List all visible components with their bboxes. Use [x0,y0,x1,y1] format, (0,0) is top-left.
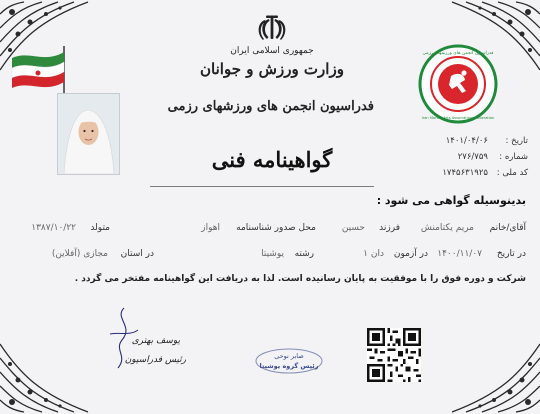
federation-logo-icon [418,44,498,124]
corner-ornament-bottom-right [450,339,540,414]
ministry-line: وزارت ورزش و جوانان [200,60,344,78]
closing-text: شرکت و دوره فوق را با موفقیت به پایان رسانیده است. لذا به دریافت این گواهینامه مفتخر می گردد . [74,274,526,284]
province-value: مجازی (آفلاین) [51,249,108,259]
iran-emblem-icon [255,15,289,43]
rank-value: دان ۱ [363,249,384,259]
logo-text-bottom: Iran Martial Arts Associations Federation [421,116,495,120]
left-signer-title: رئیس فدراسیون [124,355,186,365]
number-value: ۲۷۶/۷۵۹ [457,152,488,162]
center-signer-name: صابر نوحی [274,352,304,360]
logo-text-top: فدراسیون انجمن های ورزشهای رزمی [422,51,494,56]
federation-line: فدراسیون انجمن های ورزشهای رزمی [167,99,374,114]
exam-mid: در آزمون [393,249,428,259]
center-signer-title: رئیس گروه یوشیتا [259,362,319,370]
province-label: در استان [120,249,154,259]
date-label: تاریخ : [505,136,528,146]
date-value: ۱۴۰۱/۰۴/۰۶ [445,136,488,146]
exam-date: ۱۴۰۰/۱۱/۰۷ [437,249,482,259]
qr-code[interactable] [367,328,421,382]
student-photo [57,93,120,175]
exam-prefix: در تاریخ [496,249,526,259]
national-code-value: ۱۷۴۵۶۳۱۹۲۵ [442,168,488,178]
number-label: شماره : [499,152,528,162]
father-value: حسین [341,223,365,233]
name-value: مریم یکتامنش [420,223,474,233]
name-label: آقای/خانم [489,223,526,233]
field-value: یوشیتا [261,249,284,259]
certificate-title: گواهینامه فنی [211,147,333,172]
iran-flag-icon [4,36,74,96]
field-label: رشته [294,249,314,259]
born-label: متولد [90,223,110,233]
father-label: فرزند [379,223,400,233]
born-value: ۱۳۸۷/۱۰/۲۲ [31,223,76,233]
national-code-label: کد ملی : [496,168,528,178]
issue-place-label: محل صدور شناسنامه [236,223,316,233]
left-signer-name: یوسف بهتری [131,336,180,346]
republic-line: جمهوری اسلامی ایران [230,46,314,56]
divider-line [150,186,374,187]
intro-text: بدینوسیله گواهی می شود : [376,194,526,207]
issue-place-value: اهواز [201,223,220,233]
group-head-stamp [254,347,324,375]
corner-ornament-bottom-left [0,339,90,414]
